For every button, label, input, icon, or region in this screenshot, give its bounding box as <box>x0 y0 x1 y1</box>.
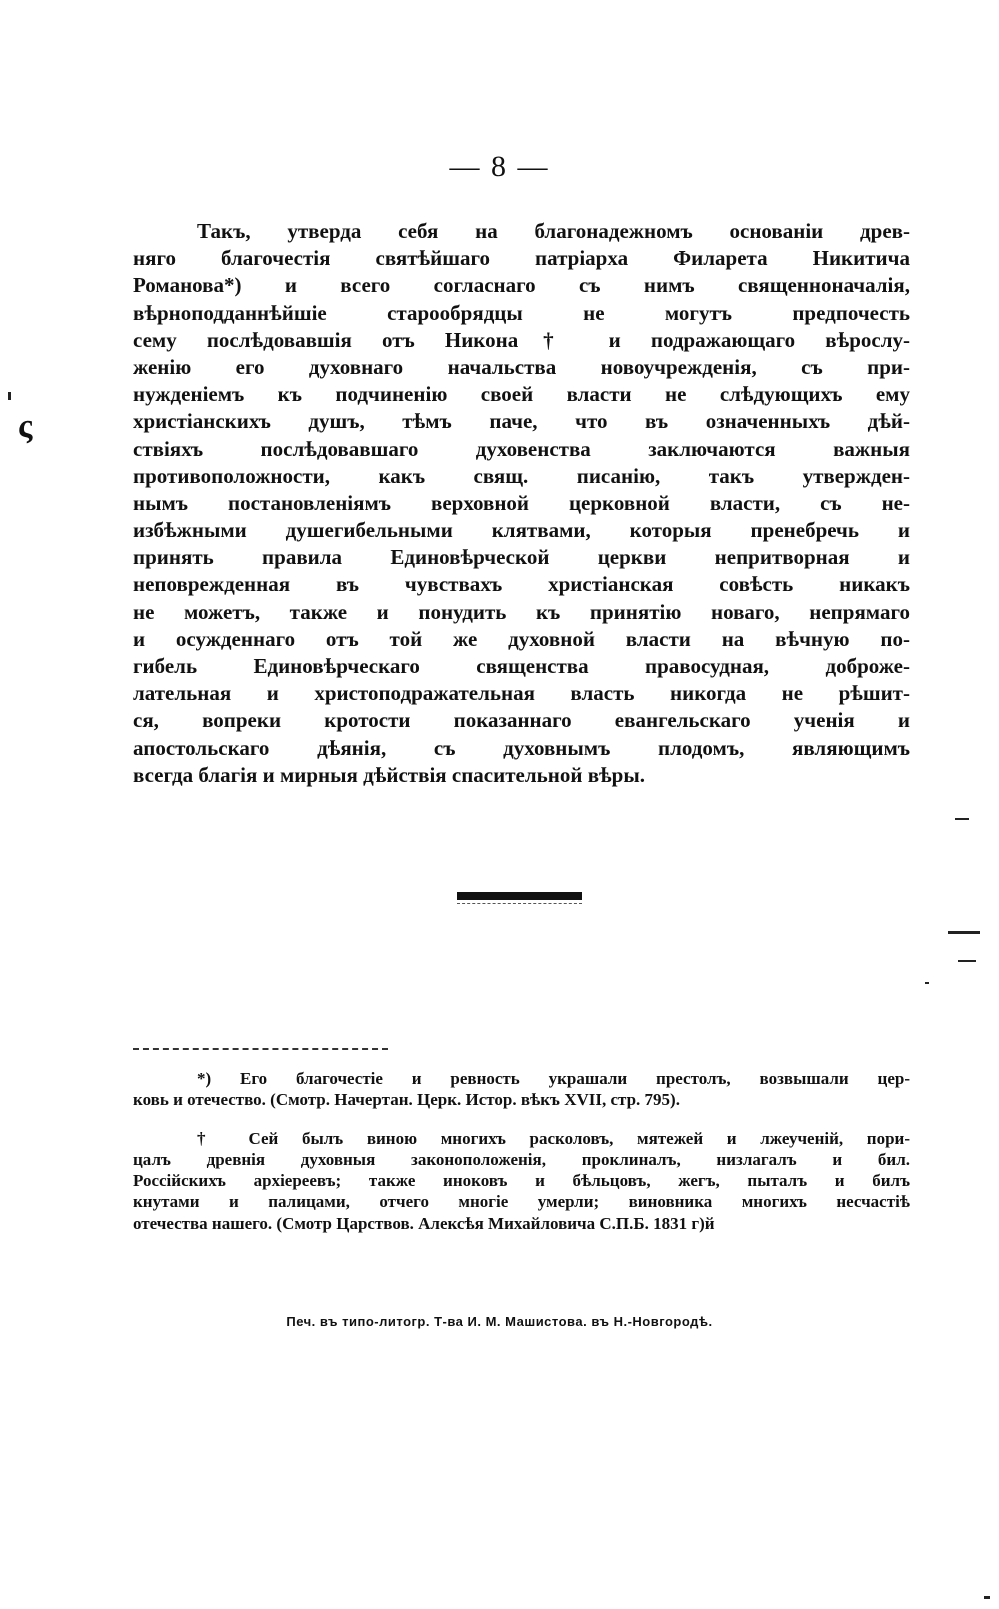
text-line: противоположности, какъ свящ. писанію, такъ утвержден- <box>133 463 910 488</box>
section-divider-ornament <box>457 892 582 905</box>
footnote-line: цалъ древнія духовныя законоположенія, проклиналъ, низлагалъ и бил. <box>133 1149 910 1169</box>
footnote-gap <box>133 1111 910 1128</box>
footnote-line: отечества нашего. (Смотр Царствов. Алексѣя Михайловича С.П.Б. 1831 г)й <box>133 1213 715 1233</box>
text-line: сему послѣдовавшія отъ Никона† и подражающаго вѣрослу- <box>133 327 910 352</box>
text-line: Такъ, утверда себя на благонадежномъ основаніи древ- <box>197 219 910 243</box>
text-line: неповрежденная въ чувствахъ христіанская совѣсть никакъ <box>133 572 910 597</box>
text-line: и осужденнаго отъ той же духовной власти на вѣчную по- <box>133 626 910 651</box>
text-line: вѣрноподданнѣйшіе старообрядцы не могутъ предпочесть <box>133 300 910 325</box>
scan-speck <box>958 960 976 962</box>
divider-bar <box>457 892 582 900</box>
footnotes <box>133 1068 910 1234</box>
text-line: няго благочестія святѣйшаго патріарха Филарета Никитича <box>133 246 910 271</box>
text-line: принять правила Единовѣрческой церкви непритворная и <box>133 545 910 570</box>
text-line: ся, вопреки кротости показаннаго евангельскаго ученія и <box>133 708 910 733</box>
main-paragraph <box>133 218 910 789</box>
divider-hairline <box>457 903 582 905</box>
page-number: — 8 — <box>449 150 550 183</box>
text-line: нужденіемъ къ подчиненію своей власти не слѣдующихъ ему <box>133 382 910 407</box>
footnote-rule <box>133 1048 388 1050</box>
footnote-line: *) Его благочестіе и ревность украшали престолъ, возвышали цер- <box>197 1069 910 1088</box>
scan-speck <box>955 818 969 820</box>
text-line: апостольскаго дѣянія, съ духовнымъ плодомъ, являющимъ <box>133 735 910 760</box>
text-line: женію его духовнаго начальства новоучрежденія, съ при- <box>133 354 910 379</box>
text-line: не можетъ, также и понудить къ принятію новаго, непрямаго <box>133 599 910 624</box>
footnote-line: кнутами и палицами, отчего многіе умерли; виновника многихъ несчастіѣ <box>133 1192 910 1212</box>
scan-speck <box>984 1596 990 1599</box>
footnote-line: ковь и отечество. (Смотр. Начертан. Церк. Истор. вѣкъ XVII, стр. 795). <box>133 1090 680 1110</box>
text-line: всегда благія и мирныя дѣйствія спасительной вѣры. <box>133 762 645 787</box>
text-line: Романова*) и всего согласнаго съ нимъ священноначалія, <box>133 273 910 298</box>
text-line: гибель Единовѣрческаго священства правосудная, доброже- <box>133 654 910 678</box>
footnote-line: † Сей былъ виною многихъ расколовъ, мятежей и лжеученій, пори- <box>197 1128 910 1148</box>
text-line: христіанскихъ душъ, тѣмъ паче, что въ означенныхъ дѣй- <box>133 409 910 434</box>
printer-imprint: Печ. въ типо-литогр. Т-ва И. М. Машистова. въ Н.-Новгородѣ. <box>286 1314 713 1329</box>
margin-mark: ς <box>18 408 33 445</box>
scan-speck <box>948 931 980 934</box>
scan-speck <box>8 392 11 400</box>
text-line: лательная и христоподражательная власть никогда не рѣшит- <box>133 681 910 706</box>
scan-speck <box>925 982 929 984</box>
text-line: нымъ постановленіямъ верховной церковной власти, съ не- <box>133 490 910 515</box>
text-line: избѣжными душегибельными клятвами, которыя пренебречь и <box>133 518 910 543</box>
text-line: ствіяхъ послѣдовавшаго духовенства заключаются важныя <box>133 436 910 461</box>
footnote-line: Россійскихъ архіереевъ; также иноковъ и бѣльцовъ, жегъ, пыталъ и билъ <box>133 1171 910 1191</box>
